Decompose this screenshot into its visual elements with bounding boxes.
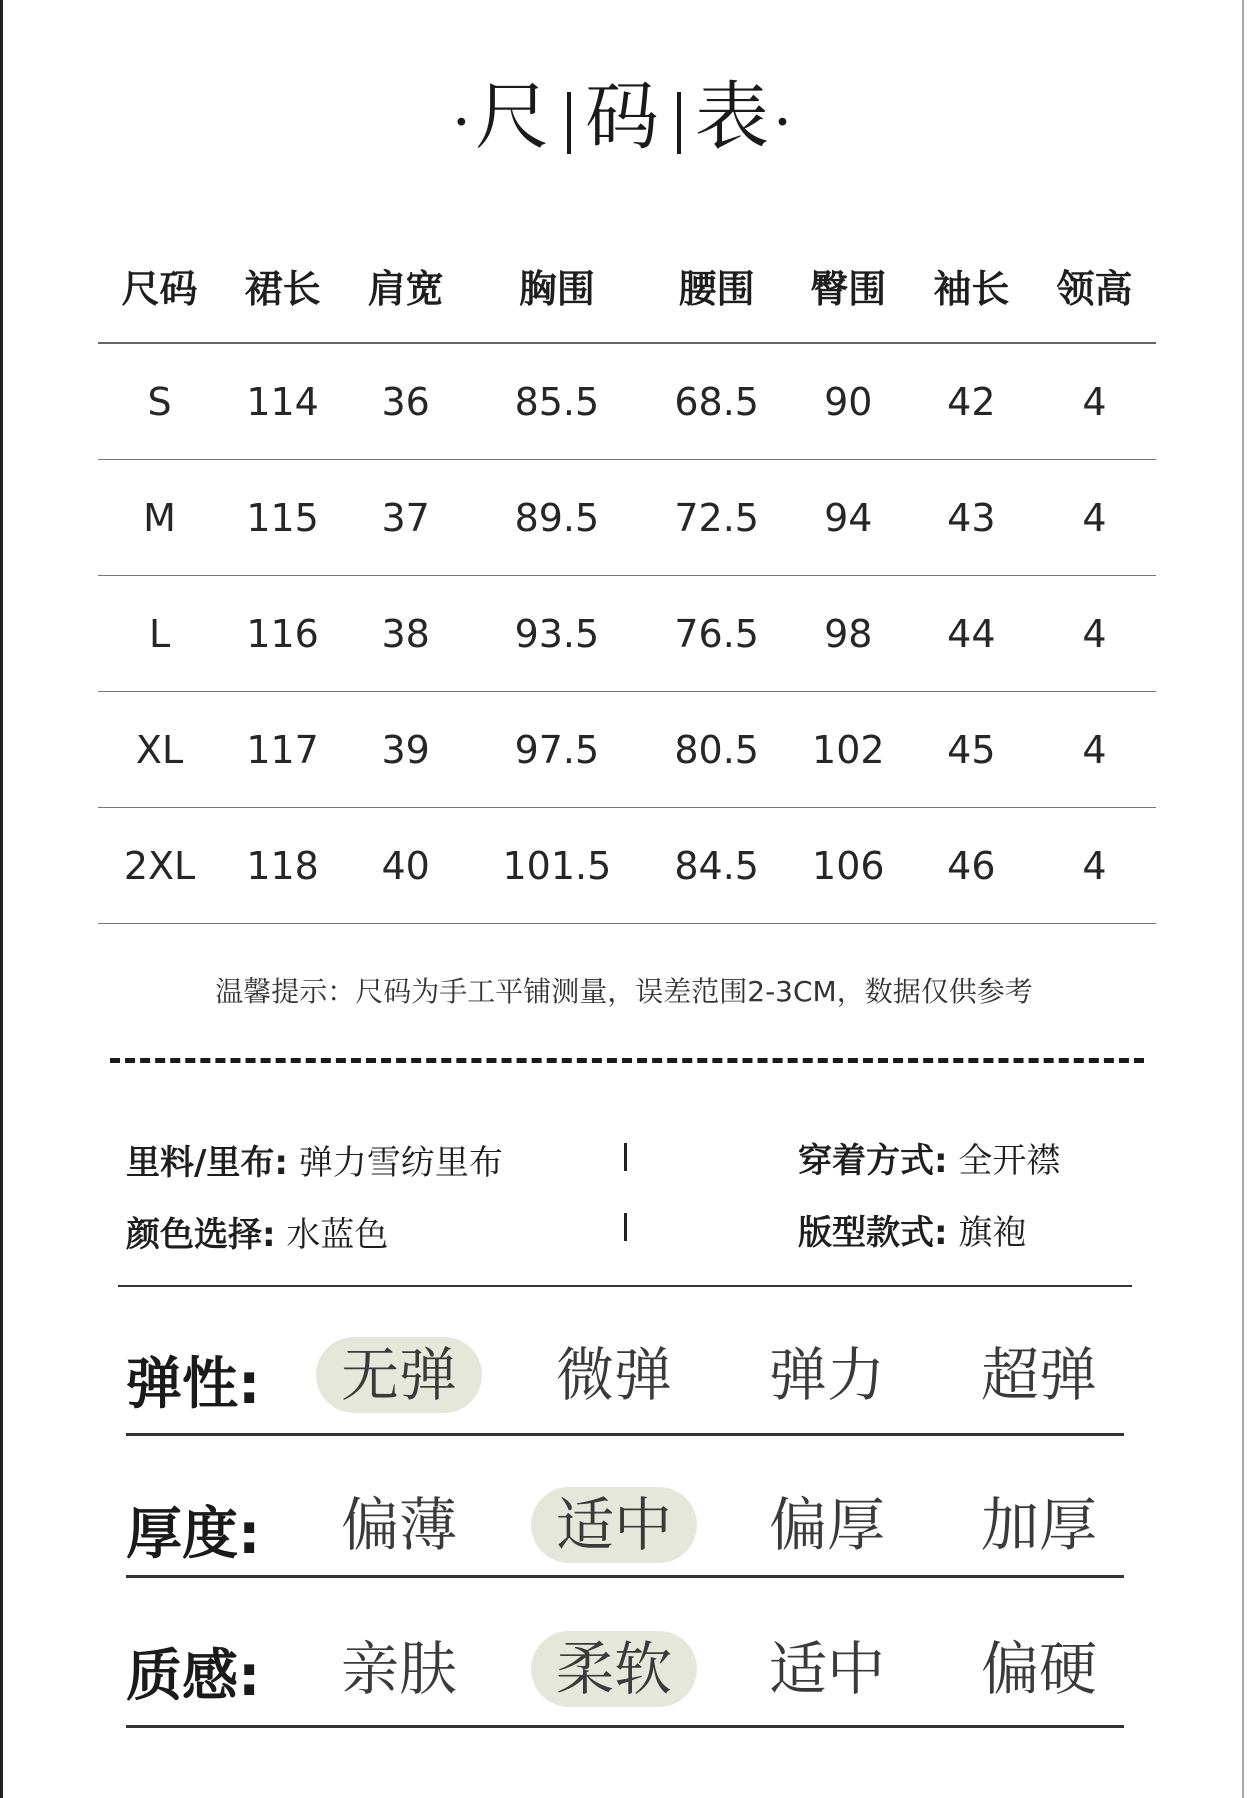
lining-label: 里料/里布: bbox=[126, 1143, 289, 1183]
lining-value: 弹力雪纺里布 bbox=[298, 1143, 503, 1183]
table-row bbox=[98, 576, 1156, 692]
texture-option: 柔软 bbox=[531, 1631, 697, 1707]
info-separator bbox=[624, 1213, 627, 1241]
elasticity-label: 弹性: bbox=[126, 1352, 261, 1417]
texture-row bbox=[126, 1575, 1124, 1728]
table-cell: 85.5 bbox=[467, 343, 646, 460]
table-cell: 101.5 bbox=[467, 808, 646, 924]
color-label: 颜色选择: bbox=[126, 1215, 276, 1255]
header-waist: 腰围 bbox=[647, 248, 787, 343]
table-cell: 84.5 bbox=[647, 808, 787, 924]
table-cell: M bbox=[98, 460, 221, 576]
header-hip: 臀围 bbox=[787, 248, 910, 343]
table-cell: 46 bbox=[910, 808, 1033, 924]
table-row bbox=[98, 692, 1156, 808]
thickness-option: 适中 bbox=[531, 1487, 697, 1563]
table-cell: 97.5 bbox=[467, 692, 646, 808]
header-size: 尺码 bbox=[98, 248, 221, 343]
page-title bbox=[0, 58, 1248, 164]
table-cell: 80.5 bbox=[647, 692, 787, 808]
table-cell: 114 bbox=[221, 343, 344, 460]
thickness-option: 偏薄 bbox=[340, 1491, 457, 1559]
table-row bbox=[98, 460, 1156, 576]
table-cell: 116 bbox=[221, 576, 344, 692]
elasticity-row bbox=[126, 1283, 1124, 1436]
thickness-label: 厚度: bbox=[126, 1502, 261, 1567]
table-cell: 42 bbox=[910, 343, 1033, 460]
table-cell: 93.5 bbox=[467, 576, 646, 692]
table-cell: 68.5 bbox=[647, 343, 787, 460]
elasticity-option: 弹力 bbox=[768, 1341, 885, 1409]
color-info bbox=[126, 1207, 388, 1256]
table-cell: 40 bbox=[344, 808, 467, 924]
header-collar: 领高 bbox=[1033, 248, 1156, 343]
title-separator bbox=[677, 92, 681, 154]
table-cell: 36 bbox=[344, 343, 467, 460]
style-label: 版型款式: bbox=[798, 1213, 948, 1253]
title-separator bbox=[567, 92, 571, 154]
table-cell: 2XL bbox=[98, 808, 221, 924]
style-value: 旗袍 bbox=[958, 1213, 1027, 1253]
table-cell: 72.5 bbox=[647, 460, 787, 576]
wear-info bbox=[798, 1133, 1060, 1182]
table-header-row bbox=[98, 248, 1156, 343]
table-cell: 90 bbox=[787, 343, 910, 460]
title-char: 尺 bbox=[475, 74, 553, 160]
table-cell: 117 bbox=[221, 692, 344, 808]
table-cell: 106 bbox=[787, 808, 910, 924]
measurement-tip: 温馨提示：尺码为手工平铺测量，误差范围2-3CM，数据仅供参考 bbox=[215, 975, 1033, 1008]
texture-option: 亲肤 bbox=[340, 1635, 457, 1703]
table-cell: L bbox=[98, 576, 221, 692]
table-cell: S bbox=[98, 343, 221, 460]
table-cell: 38 bbox=[344, 576, 467, 692]
title-dot-left: · bbox=[451, 87, 475, 158]
table-cell: 4 bbox=[1033, 343, 1156, 460]
thickness-option: 加厚 bbox=[980, 1491, 1097, 1559]
table-cell: 37 bbox=[344, 460, 467, 576]
table-row bbox=[98, 808, 1156, 924]
lining-info bbox=[126, 1135, 503, 1184]
table-cell: 4 bbox=[1033, 460, 1156, 576]
table-cell: 118 bbox=[221, 808, 344, 924]
texture-option: 适中 bbox=[768, 1635, 885, 1703]
elasticity-option: 超弹 bbox=[980, 1341, 1097, 1409]
table-cell: 89.5 bbox=[467, 460, 646, 576]
texture-option: 偏硬 bbox=[980, 1635, 1097, 1703]
table-cell: 44 bbox=[910, 576, 1033, 692]
table-cell: 43 bbox=[910, 460, 1033, 576]
texture-label: 质感: bbox=[126, 1644, 261, 1709]
table-cell: 98 bbox=[787, 576, 910, 692]
header-bust: 胸围 bbox=[467, 248, 646, 343]
header-sleeve: 袖长 bbox=[910, 248, 1033, 343]
info-separator bbox=[624, 1143, 627, 1171]
table-cell: 94 bbox=[787, 460, 910, 576]
table-cell: 102 bbox=[787, 692, 910, 808]
table-cell: 39 bbox=[344, 692, 467, 808]
table-cell: 76.5 bbox=[647, 576, 787, 692]
table-cell: 4 bbox=[1033, 576, 1156, 692]
elasticity-option: 无弹 bbox=[316, 1337, 482, 1413]
thickness-row bbox=[126, 1433, 1124, 1578]
elasticity-option: 微弹 bbox=[555, 1341, 672, 1409]
dashed-divider bbox=[110, 1058, 1144, 1063]
table-cell: 115 bbox=[221, 460, 344, 576]
header-shoulder: 肩宽 bbox=[344, 248, 467, 343]
table-row bbox=[98, 343, 1156, 460]
title-char: 码 bbox=[585, 74, 663, 160]
style-info bbox=[798, 1205, 1026, 1254]
table-cell: 45 bbox=[910, 692, 1033, 808]
wear-value: 全开襟 bbox=[958, 1141, 1061, 1181]
title-dot-right: · bbox=[773, 87, 797, 158]
thickness-option: 偏厚 bbox=[768, 1491, 885, 1559]
color-value: 水蓝色 bbox=[286, 1215, 389, 1255]
table-cell: 4 bbox=[1033, 692, 1156, 808]
table-cell: XL bbox=[98, 692, 221, 808]
header-dress-length: 裙长 bbox=[221, 248, 344, 343]
title-char: 表 bbox=[695, 74, 773, 160]
wear-label: 穿着方式: bbox=[798, 1141, 948, 1181]
size-table bbox=[98, 248, 1156, 924]
table-cell: 4 bbox=[1033, 808, 1156, 924]
